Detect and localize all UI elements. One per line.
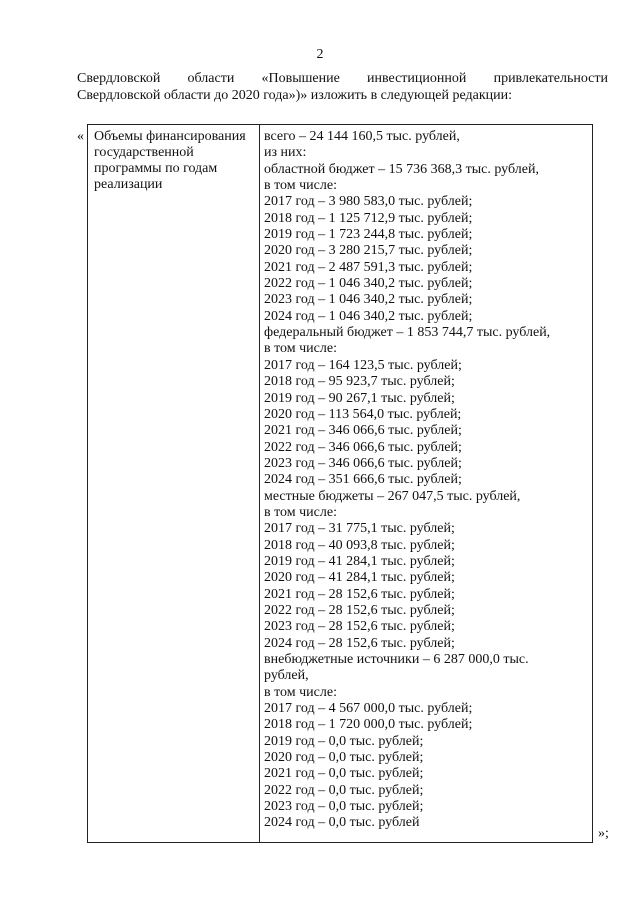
label-line: программы по годам (94, 161, 218, 176)
table-label-cell (94, 129, 256, 193)
funding-line: 2020 год – 0,0 тыс. рублей; (264, 750, 424, 766)
funding-line: из них: (264, 145, 307, 161)
funding-line: в том числе: (264, 178, 337, 194)
funding-line: 2018 год – 1 125 712,9 тыс. рублей; (264, 210, 473, 226)
funding-line: 2024 год – 1 046 340,2 тыс. рублей; (264, 308, 473, 324)
funding-line: 2019 год – 90 267,1 тыс. рублей; (264, 390, 455, 406)
funding-line: местные бюджеты – 267 047,5 тыс. рублей, (264, 488, 521, 504)
funding-line: всего – 24 144 160,5 тыс. рублей, (264, 129, 460, 144)
funding-line: 2017 год – 4 567 000,0 тыс. рублей; (264, 701, 473, 717)
intro-line: Свердловской области до 2020 года»)» изложить в следующей редакции: (77, 88, 513, 103)
funding-line: 2021 год – 28 152,6 тыс. рублей; (264, 586, 455, 602)
funding-line: федеральный бюджет – 1 853 744,7 тыс. рублей, (264, 325, 551, 341)
funding-line: областной бюджет – 15 736 368,3 тыс. рублей, (264, 161, 539, 177)
funding-line: 2024 год – 0,0 тыс. рублей (264, 815, 420, 831)
funding-line: 2022 год – 0,0 тыс. рублей; (264, 782, 424, 798)
funding-line: 2022 год – 1 046 340,2 тыс. рублей; (264, 276, 473, 292)
funding-line: 2023 год – 1 046 340,2 тыс. рублей; (264, 292, 473, 308)
funding-line: 2024 год – 351 666,6 тыс. рублей; (264, 472, 462, 488)
funding-line: 2022 год – 346 066,6 тыс. рублей; (264, 439, 462, 455)
funding-line: в том числе: (264, 341, 337, 357)
funding-line: в том числе: (264, 504, 337, 520)
funding-line: 2023 год – 28 152,6 тыс. рублей; (264, 619, 455, 635)
label-line: Объемы финансирования (94, 129, 246, 144)
funding-line: 2017 год – 164 123,5 тыс. рублей; (264, 357, 462, 373)
funding-line: 2021 год – 346 066,6 тыс. рублей; (264, 423, 462, 439)
funding-line: 2021 год – 2 487 591,3 тыс. рублей; (264, 259, 473, 275)
funding-line: в том числе: (264, 684, 337, 700)
page-number: 2 (316, 47, 324, 62)
funding-line: 2017 год – 3 980 583,0 тыс. рублей; (264, 194, 473, 210)
funding-line: 2020 год – 3 280 215,7 тыс. рублей; (264, 243, 473, 259)
funding-line: 2022 год – 28 152,6 тыс. рублей; (264, 602, 455, 618)
funding-line: 2019 год – 1 723 244,8 тыс. рублей; (264, 227, 473, 243)
intro-paragraph (77, 70, 608, 104)
funding-line: 2018 год – 40 093,8 тыс. рублей; (264, 537, 455, 553)
funding-line: 2019 год – 41 284,1 тыс. рублей; (264, 553, 455, 569)
funding-line: 2021 год – 0,0 тыс. рублей; (264, 766, 424, 782)
funding-line: 2018 год – 1 720 000,0 тыс. рублей; (264, 717, 473, 733)
funding-line: 2023 год – 346 066,6 тыс. рублей; (264, 455, 462, 471)
funding-line: 2017 год – 31 775,1 тыс. рублей; (264, 521, 455, 537)
closing-quote-mark: »; (598, 826, 609, 841)
funding-line: 2020 год – 41 284,1 тыс. рублей; (264, 570, 455, 586)
funding-line: 2024 год – 28 152,6 тыс. рублей; (264, 635, 455, 651)
label-line: реализации (94, 177, 163, 192)
column-divider (259, 125, 260, 842)
funding-table (87, 124, 593, 843)
funding-line: 2019 год – 0,0 тыс. рублей; (264, 733, 424, 749)
funding-line: рублей, (264, 668, 309, 684)
funding-line: 2018 год – 95 923,7 тыс. рублей; (264, 374, 455, 390)
label-line: государственной (94, 145, 194, 160)
funding-line: внебюджетные источники – 6 287 000,0 тыс. (264, 652, 529, 667)
table-value-cell (264, 129, 590, 832)
opening-quote-mark: « (77, 129, 84, 144)
intro-line: Свердловской области «Повышение инвестиционной привлекательности (77, 71, 608, 86)
funding-line: 2020 год – 113 564,0 тыс. рублей; (264, 406, 462, 422)
funding-line: 2023 год – 0,0 тыс. рублей; (264, 799, 424, 815)
